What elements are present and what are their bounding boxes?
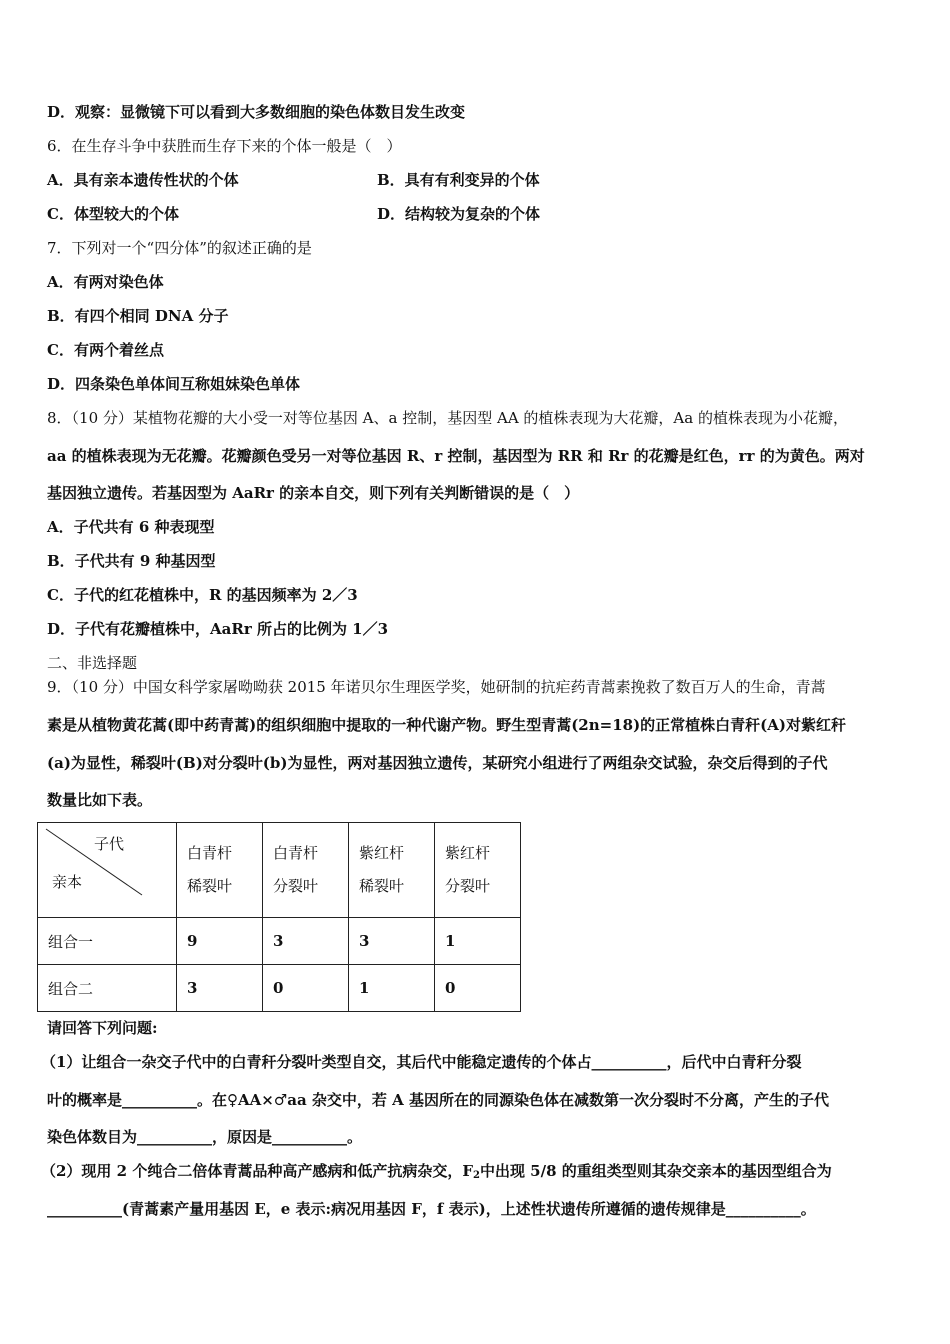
table-corner-cell	[38, 823, 177, 918]
q9-stem-line1: 9．（10 分）中国女科学家屠呦呦获 2015 年诺贝尔生理医学奖，她研制的抗疟药青蒿素挽救了数百万人的生命，青蒿	[47, 678, 826, 696]
q9-stem-line4: 数量比如下表。	[47, 791, 153, 809]
subscript-2: 2	[472, 1170, 480, 1181]
q7-option-d: D．四条染色单体间互称姐妹染色单体	[47, 375, 301, 393]
row-label: 组合一	[38, 918, 177, 965]
header-line: 白青杆	[187, 844, 233, 862]
table-header-cell	[263, 823, 349, 918]
q8-option-b: B．子代共有 9 种基因型	[47, 552, 216, 570]
q6-options-row1	[47, 170, 540, 190]
q8-option-a: A．子代共有 6 种表现型	[47, 518, 215, 536]
q6-stem: 6．在生存斗争中获胜而生存下来的个体一般是（ ）	[47, 137, 402, 155]
q5-option-d: D．观察：显微镜下可以看到大多数细胞的染色体数目发生改变	[47, 103, 466, 121]
q6-option-d: D．结构较为复杂的个体	[377, 205, 541, 223]
corner-label-parent: 亲本	[52, 873, 83, 891]
q8-stem-line3: 基因独立遗传。若基因型为 AaRr 的亲本自交，则下列有关判断错误的是（ ）	[47, 484, 580, 502]
corner-label-offspring: 子代	[94, 835, 125, 853]
header-line: 稀裂叶	[187, 877, 233, 895]
table-cell: 9	[177, 918, 263, 965]
q8-stem-line1: 8．（10 分）某植物花瓣的大小受一对等位基因 A、a 控制，基因型 AA 的植株表现为大花瓣，Aa 的植株表现为小花瓣，	[47, 409, 848, 427]
section-heading: 二、非选择题	[47, 654, 138, 672]
part2-text-b: 中出现 5/8 的重组类型则其杂交亲本的基因型组合为	[479, 1162, 832, 1180]
q6-option-c: C．体型较大的个体	[47, 205, 179, 223]
q9-stem-line2: 素是从植物黄花蒿(即中药青蒿)的组织细胞中提取的一种代谢产物。野生型青蒿(2n=18)的正常植株白青秆(A)对紫红秆	[47, 716, 847, 734]
q7-option-c: C．有两个着丝点	[47, 341, 164, 359]
header-line: 紫红杆	[359, 844, 405, 862]
table-header-cell	[177, 823, 263, 918]
table-row	[38, 918, 521, 965]
q9-part1-line3: 染色体数目为__________，原因是__________。	[47, 1128, 363, 1146]
q9-part1-line1: （1）让组合一杂交子代中的白青秆分裂叶类型自交，其后代中能稳定遗传的个体占__________，后代中白青秆分裂	[41, 1053, 802, 1071]
q7-stem: 7．下列对一个“四分体”的叙述正确的是	[47, 239, 312, 257]
header-line: 白青杆	[273, 844, 319, 862]
q6-option-b: B．具有有利变异的个体	[377, 171, 540, 189]
part2-text-a: （2）现用 2 个纯合二倍体青蒿品种高产感病和低产抗病杂交，F	[41, 1162, 473, 1180]
q7-option-b: B．有四个相同 DNA 分子	[47, 307, 229, 325]
table-header-cell	[349, 823, 435, 918]
table-cell: 3	[263, 918, 349, 965]
table-row	[38, 965, 521, 1012]
table-cell: 0	[263, 965, 349, 1012]
table-cell: 0	[435, 965, 521, 1012]
q7-option-a: A．有两对染色体	[47, 273, 164, 291]
table-header-cell	[435, 823, 521, 918]
q6-option-a: A．具有亲本遗传性状的个体	[47, 171, 239, 189]
table-header-row	[38, 823, 521, 918]
q9-part1-line2: 叶的概率是__________。在♀AA×♂aa 杂交中，若 A 基因所在的同源染色体在减数第一次分裂时不分离，产生的子代	[47, 1091, 830, 1109]
q9-part2-line1	[41, 1161, 832, 1186]
q6-options-row2	[47, 204, 541, 224]
table-cell: 1	[349, 965, 435, 1012]
q9-part2-line2: __________(青蒿素产量用基因 E，e 表示:病况用基因 F，f 表示)，上述性状遗传所遵循的遗传规律是__________。	[47, 1200, 816, 1218]
row-label: 组合二	[38, 965, 177, 1012]
q8-stem-line2: aa 的植株表现为无花瓣。花瓣颜色受另一对等位基因 R、r 控制，基因型为 RR 和 Rr 的花瓣是红色，rr 的为黄色。两对	[47, 447, 865, 465]
header-line: 紫红杆	[445, 844, 491, 862]
table-cell: 3	[349, 918, 435, 965]
table-cell: 3	[177, 965, 263, 1012]
q9-prompt: 请回答下列问题:	[47, 1019, 158, 1037]
q8-option-d: D．子代有花瓣植株中，AaRr 所占的比例为 1／3	[47, 620, 389, 638]
header-line: 分裂叶	[445, 877, 491, 895]
header-line: 分裂叶	[273, 877, 319, 895]
cross-results-table	[37, 822, 521, 1012]
q9-stem-line3: (a)为显性，稀裂叶(B)对分裂叶(b)为显性，两对基因独立遗传，某研究小组进行了两组杂交试验，杂交后得到的子代	[47, 754, 828, 772]
q8-option-c: C．子代的红花植株中，R 的基因频率为 2／3	[47, 586, 358, 604]
header-line: 稀裂叶	[359, 877, 405, 895]
table-cell: 1	[435, 918, 521, 965]
